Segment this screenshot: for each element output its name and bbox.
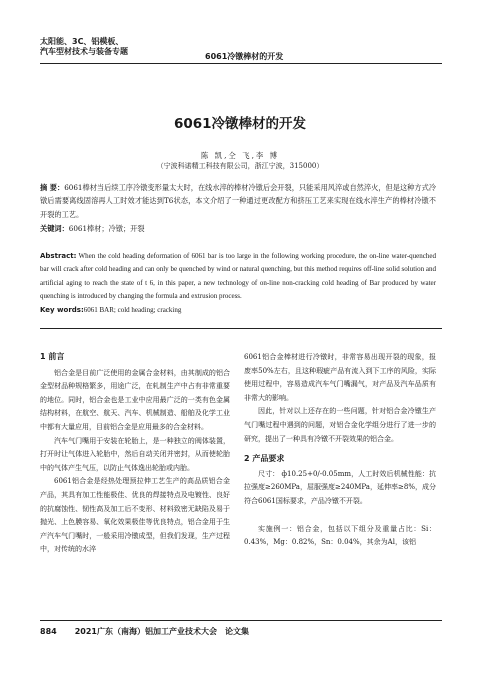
running-header-topic [40, 37, 128, 57]
paper-title: 6061冷镦棒材的开发 [173, 116, 307, 132]
footer-text: 2021广东（南海）铝加工产业技术大会 论文集 [74, 627, 249, 636]
footer [40, 626, 267, 637]
right-paragraph-1: 6061铝合金棒材进行冷镦时，非常容易出现开裂的现象，报废率50%左右，且这种瑕疵产品有流入到下工序的风险，实际使用过程中，容易造成汽车气门嘴漏气，对产品及汽车品质有非常大的影响。 [244, 353, 436, 402]
affiliation: （宁波科诺精工科技有限公司，浙江宁波，315000） [156, 162, 324, 170]
abstract-cn-label: 摘 要： [40, 183, 65, 192]
section-1-paragraph-1: 铝合金是目前广泛使用的金属合金材料，由其制成的铝合金型材品种规格繁多，用途广泛，在轧制生产中占有非常重要的地位。同时，铝合金也是工业中应用最广泛的一类有色金属结构材料，在航空、航天、汽车、机械制造、船舶及化学工业中都有大量应用，目前铝合金是应用最多的合金材料。 [40, 368, 230, 431]
abstract-en-label: Abstract: [40, 252, 77, 260]
right-paragraph-2: 因此，针对以上还存在的一些问题，针对铝合金冷镦生产气门嘴过程中遇到的问题，对铝合金化学组分进行了进一步的研究，提出了一种具有冷镦不开裂效果的铝合金。 [244, 407, 436, 443]
abstract-cn-text: 6061棒材当后续工序冷镦变形量太大时，在线水淬的棒材冷镦后会开裂，只能采用风淬或自然淬火，但是这种方式冷镦后需要离线固溶再人工时效才能达到T6状态，本文介绍了一种通过更改配方和挤压工艺来实现在线水淬生产的棒材冷镦不开裂的工艺。 [40, 183, 437, 219]
keywords-cn-label: 关键词： [40, 224, 69, 233]
section-2-paragraph-1: 尺寸： ф10.25+0/-0.05mm，人工时效后机械性能：抗拉强度≥260MPa，屈服强度≥240MPa，延伸率≥8%，成分符合6061国标要求，产品冷镦不开裂。 [244, 469, 436, 505]
abstract-en-text: When the cold heading deformation of 6061 bar is too large in the following working procedure, the on-line water-quenched bar will crack after cold heading and can only be quenched by wind or natural quenching, but this method requires off-line solid solution and artificial aging to reach the state of t 6, in this paper, a new technology of on-line non-cracking cold heading of Bar produced by water quenching is introduced by changing the formula and extrusion process. [40, 252, 437, 300]
section-1-heading: 1 前言 [40, 352, 65, 361]
keywords-en-text: 6061 BAR; cold heading; cracking [83, 306, 182, 314]
section-1-paragraph-2: 汽车气门嘴用于安装在轮胎上，是一种独立的阀体装置，打开时让气体进入轮胎中，然后自动关闭并密封，从而使轮胎中的气体产生气压，以防止气体逸出轮胎或内胎。 [40, 436, 230, 472]
footer-rule [40, 620, 442, 621]
keywords-cn-text: 6061棒材；冷镦；开裂 [68, 224, 145, 233]
header-topic-line2: 汽车型材技术与装备专题 [40, 47, 128, 56]
section-2-heading: 2 产品要求 [244, 454, 285, 464]
header-rule [40, 63, 442, 64]
running-header-title: 6061冷镦棒材的开发 [205, 52, 284, 61]
page-number: 884 [40, 627, 57, 636]
abstract-en [40, 250, 436, 303]
keywords-en [40, 304, 436, 317]
left-column [40, 350, 230, 557]
abstract-cn [40, 181, 436, 221]
section-1-paragraph-3: 6061铝合金是经热处理预拉伸工艺生产的高品质铝合金产品，其具有加工性能极佳、优良的焊接特点及电镀性、良好的抗腐蚀性、韧性高及加工后不变形、材料致密无缺陷及易于抛光、上色膜容易、氧化效果极佳等优良特点，铝合金用于生产汽车气门嘴时，一般采用冷镦成型，但我们发现，生产过程中，对传统的水淬 [40, 477, 230, 554]
section-2-paragraph-2: 实施例一：铝合金，包括以下组分及重量占比：Si：0.43%，Mg：0.82%，Sn：0.04%，其余为Al，该铝 [244, 524, 436, 547]
authors: 陈 凯,仝 飞,李 博 [200, 151, 280, 160]
keywords-en-label: Key words: [40, 306, 84, 314]
abstract-rule [40, 328, 442, 329]
right-column [244, 351, 436, 550]
header-topic-line1: 太阳能、3C、铝模板、 [40, 37, 124, 46]
keywords-cn [40, 222, 436, 235]
